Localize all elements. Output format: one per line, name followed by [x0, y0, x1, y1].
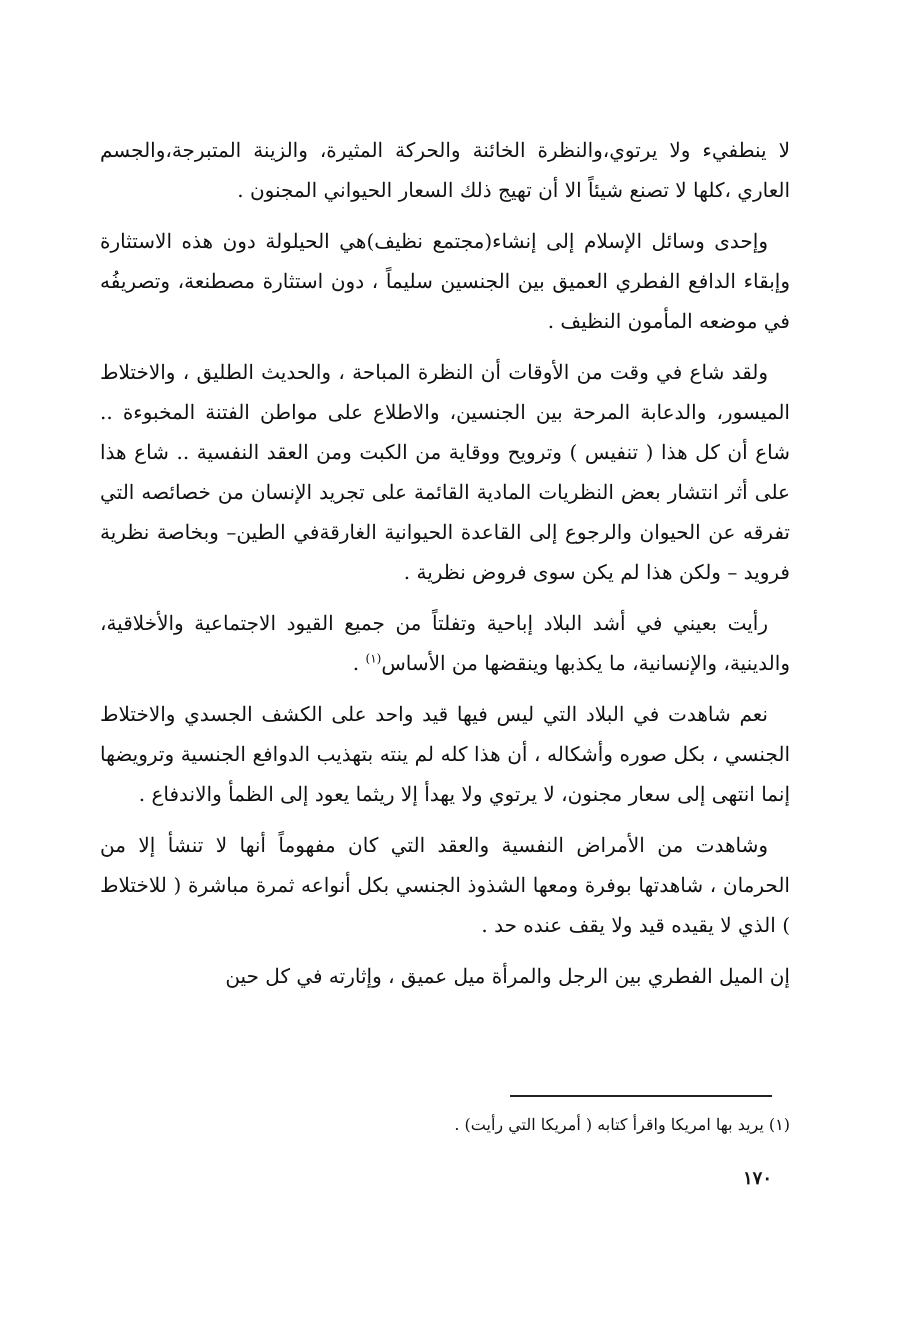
page-body: [100, 130, 790, 1007]
paragraph-4: [100, 603, 790, 683]
paragraph-7: إن الميل الفطري بين الرجل والمرأة ميل عميق ، وإثارته في كل حين: [225, 964, 790, 988]
paragraph-6: وشاهدت من الأمراض النفسية والعقد التي كان مفهوماً أنها لا تنشأ إلا من الحرمان ، شاهدتها بوفرة ومعها الشذوذ الجنسي بكل أنواعه ثمرة مباشرة ( للاختلاط ) الذي لا يقيده قيد ولا يقف عنده حد .: [100, 833, 790, 937]
paragraph-2: وإحدى وسائل الإسلام إلى إنشاء(مجتمع نظيف)هي الحيلولة دون هذه الاستثارة وإبقاء الدافع الفطري العميق بين الجنسين سليماً ، دون استثارة مصطنعة، وتصريفُه في موضعه المأمون النظيف .: [100, 229, 790, 333]
main-text: [100, 130, 790, 996]
paragraph-4-end: .: [352, 651, 366, 675]
paragraph-4-text: رأيت بعيني في أشد البلاد إباحية وتفلتاً من جميع القيود الاجتماعية والأخلاقية، والدينية، والإنسانية، ما يكذبها وينقضها من الأساس: [100, 611, 790, 675]
paragraph-3: ولقد شاع في وقت من الأوقات أن النظرة المباحة ، والحديث الطليق ، والاختلاط الميسور، والدعابة المرحة بين الجنسين، والاطلاع على مواطن الفتنة المخبوءة .. شاع أن كل هذا ( تنفيس ) وترويح ووقاية من الكبت ومن العقد النفسية .. شاع هذا على أثر انتشار بعض النظريات المادية القائمة على تجريد الإنسان من خصائصه التي تفرقه عن الحيوان والرجوع إلى القاعدة الحيوانية الغارقةفي الطين– وبخاصة نظرية فرويد – ولكن هذا لم يكن سوى فروض نظرية .: [100, 360, 790, 584]
footnote: (١) يريد بها امريكا واقرأ كتابه ( أمريكا التي رأيت) .: [454, 1115, 790, 1134]
paragraph-5: نعم شاهدت في البلاد التي ليس فيها قيد واحد على الكشف الجسدي والاختلاط الجنسي ، بكل صوره وأشكاله ، أن هذا كله لم ينته بتهذيب الدوافع الجنسية وترويضها إنما انتهى إلى سعار مجنون، لا يرتوي ولا يهدأ إلا ريثما يعود إلى الظمأ والاندفاع .: [100, 702, 790, 806]
footnote-reference[interactable]: (١): [365, 651, 382, 666]
footnote-divider: [510, 1095, 772, 1097]
page-number: ١٧٠: [742, 1168, 772, 1189]
paragraph-1: لا ينطفيء ولا يرتوي،والنظرة الخائنة والحركة المثيرة، والزينة المتبرجة،والجسم العاري ،كلها لا تصنع شيئاً الا أن تهيج ذلك السعار الحيواني المجنون .: [100, 138, 790, 202]
